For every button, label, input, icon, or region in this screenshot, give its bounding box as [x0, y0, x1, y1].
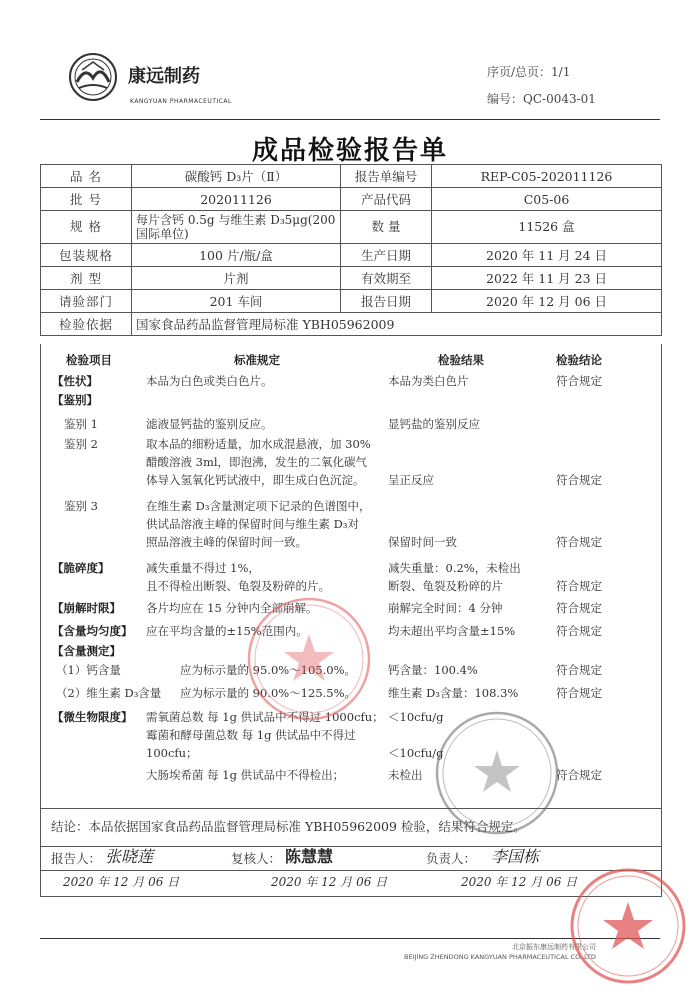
test-result: 未检出 — [388, 768, 423, 782]
page-number: 序页/总页：1/1 — [487, 65, 571, 79]
test-item: 鉴别 2 — [64, 437, 98, 451]
label-packaging: 包装规格 — [41, 244, 132, 267]
test-item: 【含量均匀度】 — [52, 624, 133, 638]
responsible-date: 2020 年 12 月 06 日 — [461, 875, 578, 889]
test-conclusion: 符合规定 — [556, 768, 602, 782]
test-item: 【崩解时限】 — [52, 601, 121, 615]
test-conclusion: 符合规定 — [556, 624, 602, 638]
test-item: 【脆碎度】 — [52, 561, 110, 575]
test-standard: 且不得检出断裂、龟裂及粉碎的片。 — [146, 579, 330, 593]
test-item: 【鉴别】 — [52, 393, 98, 407]
test-standard: 体导入氢氧化钙试液中，即生成白色沉淀。 — [146, 473, 365, 487]
test-item: （1）钙含量 — [56, 663, 121, 677]
value-packaging: 100 片/瓶/盒 — [132, 244, 341, 267]
value-report-date: 2020 年 12 月 06 日 — [432, 290, 662, 313]
test-item: 鉴别 1 — [64, 417, 98, 431]
test-item: 【微生物限度】 — [52, 710, 133, 724]
test-conclusion: 符合规定 — [556, 579, 602, 593]
reporter-signature: 张晓莲 — [105, 847, 154, 866]
test-standard: 大肠埃希菌 每 1g 供试品中不得检出； — [146, 768, 345, 782]
company-logo-icon — [68, 52, 118, 102]
test-result: 钙含量：100.4% — [388, 663, 478, 677]
document-number: 编号：QC-0043-01 — [487, 92, 596, 106]
signature-box — [40, 846, 662, 897]
conclusion-box — [40, 808, 662, 847]
test-result: ＜10cfu/g — [388, 746, 444, 760]
col-header-conclusion: 检验结论 — [556, 353, 602, 367]
value-expiry: 2022 年 11 月 23 日 — [432, 267, 662, 290]
value-spec: 每片含钙 0.5g 与维生素 D₃5μg(200国际单位) — [132, 211, 341, 244]
test-conclusion: 符合规定 — [556, 535, 602, 549]
label-batch: 批 号 — [41, 188, 132, 211]
label-expiry: 有效期至 — [341, 267, 432, 290]
company-name-en: KANGYUAN PHARMACEUTICAL — [130, 98, 232, 105]
company-name: 康远制药 — [128, 66, 200, 87]
label-report-no: 报告单编号 — [341, 165, 432, 188]
test-standard: 需氧菌总数 每 1g 供试品中不得过 1000cfu； — [146, 710, 384, 724]
test-standard: 照品溶液主峰的保留时间一致。 — [146, 535, 307, 549]
test-standard: 本品为白色或类白色片。 — [146, 374, 273, 388]
test-result: 本品为类白色片 — [388, 374, 469, 388]
table-row — [41, 211, 662, 244]
test-result: 维生素 D₃含量：108.3% — [388, 686, 519, 700]
product-info-table — [40, 164, 662, 336]
test-conclusion: 符合规定 — [556, 601, 602, 615]
test-standard: 应在平均含量的±15%范围内。 — [146, 624, 308, 638]
report-title: 成品检验报告单 — [251, 136, 448, 166]
test-conclusion: 符合规定 — [556, 374, 602, 388]
test-conclusion: 符合规定 — [556, 686, 602, 700]
label-report-date: 报告日期 — [341, 290, 432, 313]
test-item: 鉴别 3 — [64, 499, 98, 513]
col-header-item: 检验项目 — [66, 353, 112, 367]
test-result: 均未超出平均含量±15% — [388, 624, 516, 638]
footer-company-cn: 北京振东康远制药有限公司 — [512, 943, 596, 951]
table-row — [41, 188, 662, 211]
reviewer-label: 复核人： — [231, 851, 282, 866]
value-basis: 国家食品药品监督管理局标准 YBH05962009 — [132, 313, 662, 336]
reporter-label: 报告人： — [51, 851, 102, 866]
label-production-date: 生产日期 — [341, 244, 432, 267]
value-department: 201 车间 — [132, 290, 341, 313]
responsible-label: 负责人： — [426, 851, 477, 866]
test-standard: 取本品的细粉适量，加水成混悬液，加 30% — [146, 437, 371, 451]
test-result: 保留时间一致 — [388, 535, 457, 549]
test-item: （2）维生素 D₃含量 — [56, 686, 162, 700]
value-report-no: REP-C05-202011126 — [432, 165, 662, 188]
label-quantity: 数 量 — [341, 211, 432, 244]
conclusion-text: 结论：本品依据国家食品药品监督管理局标准 YBH05962009 检验，结果符合规定。 — [51, 819, 526, 834]
label-spec: 规 格 — [41, 211, 132, 244]
table-row — [41, 267, 662, 290]
reviewer-signature: 陈慧慧 — [285, 847, 334, 866]
test-result: 呈正反应 — [388, 473, 434, 487]
test-conclusion: 符合规定 — [556, 473, 602, 487]
label-product-name: 品 名 — [41, 165, 132, 188]
reporter-date: 2020 年 12 月 06 日 — [63, 875, 180, 889]
footer-divider — [40, 938, 660, 939]
col-header-result: 检验结果 — [438, 353, 484, 367]
test-standard: 各片均应在 15 分钟内全部崩解。 — [146, 601, 318, 615]
test-result: 显钙盐的鉴别反应 — [388, 417, 480, 431]
table-row — [41, 290, 662, 313]
reviewer-date: 2020 年 12 月 06 日 — [271, 875, 388, 889]
test-standard: 在维生素 D₃含量测定项下记录的色谱图中， — [146, 499, 371, 513]
header-divider — [40, 119, 660, 120]
test-item: 【含量测定】 — [52, 644, 121, 658]
test-standard: 霉菌和酵母菌总数 每 1g 供试品中不得过 — [146, 728, 356, 742]
table-row — [41, 244, 662, 267]
responsible-signature: 李国栋 — [491, 847, 540, 866]
test-standard: 减失重量不得过 1%， — [146, 561, 260, 575]
value-product-code: C05-06 — [432, 188, 662, 211]
test-item: 【性状】 — [52, 374, 98, 388]
test-conclusion: 符合规定 — [556, 663, 602, 677]
value-product-name: 碳酸钙 D₃片（Ⅱ） — [132, 165, 341, 188]
test-standard: 醋酸溶液 3ml，即泡沸，发生的二氧化碳气 — [146, 455, 368, 469]
value-dosage-form: 片剂 — [132, 267, 341, 290]
value-quantity: 11526 盒 — [432, 211, 662, 244]
test-result: 崩解完全时间：4 分钟 — [388, 601, 503, 615]
test-standard: 滤液显钙盐的鉴别反应。 — [146, 417, 273, 431]
test-result: 减失重量：0.2%，未检出 — [388, 561, 521, 575]
test-result: 断裂、龟裂及粉碎的片 — [388, 579, 503, 593]
footer-company-en: BEIJING ZHENDONG KANGYUAN PHARMACEUTICAL CO.,LTD — [404, 953, 596, 961]
label-department: 请验部门 — [41, 290, 132, 313]
label-dosage-form: 剂 型 — [41, 267, 132, 290]
signature-divider — [41, 870, 661, 871]
label-basis: 检验依据 — [41, 313, 132, 336]
test-standard: 应为标示量的 90.0%～125.5%。 — [180, 686, 357, 700]
test-standard: 100cfu； — [146, 746, 198, 760]
value-batch: 202011126 — [132, 188, 341, 211]
test-standard: 应为标示量的 95.0%～105.0%。 — [180, 663, 357, 677]
table-row — [41, 313, 662, 336]
value-production-date: 2020 年 11 月 24 日 — [432, 244, 662, 267]
test-standard: 供试品溶液主峰的保留时间与维生素 D₃对 — [146, 517, 359, 531]
table-row — [41, 165, 662, 188]
test-result: ＜10cfu/g — [388, 710, 444, 724]
col-header-standard: 标准规定 — [234, 353, 280, 367]
label-product-code: 产品代码 — [341, 188, 432, 211]
